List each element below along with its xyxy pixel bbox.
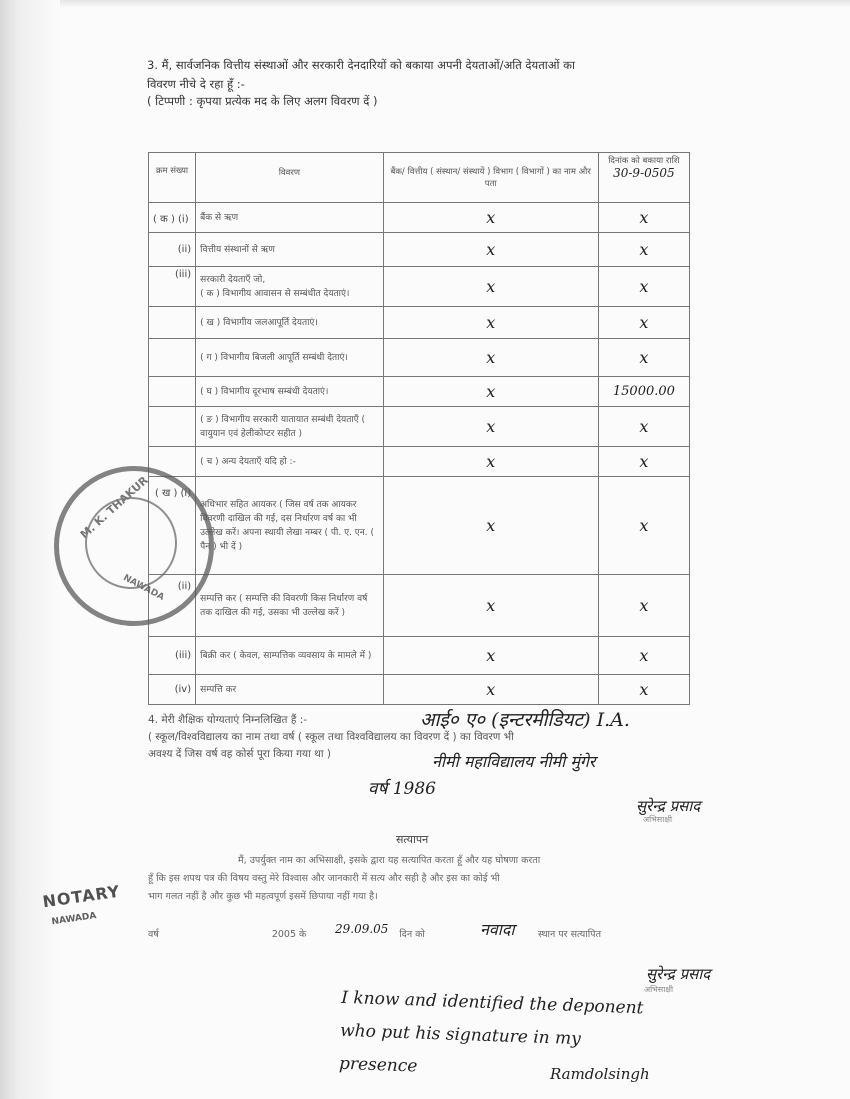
verification-line3: भाग गलत नहीं है और कुछ भी महत्वपूर्ण इसमें छिपाया नहीं गया है। — [148, 891, 378, 902]
row-sno — [149, 339, 196, 377]
page-top-edge — [60, 0, 850, 8]
row-bank: x — [383, 339, 598, 377]
row-detail: बैंक से ऋण — [196, 203, 384, 233]
row-detail: सम्पत्ति कर ( सम्पत्ति की विवरणी किस निर्धारण वर्ष तक दाखिल की गई, उसका भी उल्लेख करें ) — [196, 575, 384, 637]
handwritten-date: 29.09.05 — [335, 922, 389, 936]
date-mid: 2005 के — [271, 929, 307, 940]
verification-title: सत्यापन — [396, 833, 429, 846]
header-bank: बैंक/ वित्तीय ( संस्थान/ संस्थायें ) विभाग ( विभागों ) का नाम और पता — [383, 153, 598, 203]
row-amount: x — [598, 447, 689, 477]
verification-date-line — [148, 927, 693, 940]
handwritten-qualification: आई० ए० (इन्टरमीडियट) I.A. — [420, 709, 630, 731]
row-detail: ( ग ) विभागीय बिजली आपूर्ति सम्बंधी देताएं। — [196, 339, 384, 377]
row-amount: x — [598, 307, 689, 339]
row-bank: x — [383, 675, 598, 705]
notary-signature: Ramdolsingh — [550, 1065, 650, 1083]
row-detail: वित्तीय संस्थानों से ऋण — [196, 233, 384, 267]
verification-line1: मैं, उपर्युक्त नाम का अभिसाक्षी, इसके द्वारा यह सत्यापित करता हूँ और यह घोषणा करता — [238, 855, 541, 866]
table-row — [149, 447, 690, 477]
notary-round-seal — [54, 466, 214, 626]
seal-name: M. K. THAKUR — [77, 473, 151, 542]
table-row — [149, 339, 690, 377]
row-detail — [196, 267, 384, 307]
row-bank: x — [383, 477, 598, 575]
date-din: दिन को — [399, 929, 425, 940]
section-3 — [147, 56, 707, 111]
table-row — [149, 407, 690, 447]
row-detail: सम्पत्ति कर — [196, 675, 384, 705]
attestation-line2: who put his signature in my — [339, 1020, 582, 1050]
row-amount: x — [598, 339, 689, 377]
date-prefix: वर्ष — [148, 929, 159, 940]
table-row — [149, 477, 690, 575]
table-row — [149, 637, 690, 675]
row-detail: ( ङ ) विभागीय सरकारी यातायात सम्बंधी देयताएँ ( वायुयान एवं हेलीकोप्टर सहीत ) — [196, 407, 384, 447]
handwritten-college: नीमी महाविद्यालय नीमी मुंगेर — [432, 752, 596, 771]
section-3-line1: 3. मैं, सार्वजनिक वित्तीय संस्थाओं और सरकारी देनदारियों को बकाया अपनी देयताओं/अति देयताओं का — [147, 58, 575, 72]
row-sno: (ii) — [149, 233, 196, 267]
row-bank: x — [383, 637, 598, 675]
section-4-line2: ( स्कूल/विश्वविद्यालय का नाम तथा वर्ष ( स्कूल तथा विश्वविद्यालय का विवरण दें ) का विवरण भी — [148, 731, 514, 743]
row-amount: x — [598, 267, 689, 307]
handwritten-place: नवादा — [480, 920, 515, 939]
row-detail: ( ख ) विभागीय जलआपूर्ति देयताएं। — [196, 307, 384, 339]
header-amount-date: 30-9-0505 — [613, 166, 675, 180]
table-header-row — [149, 153, 690, 203]
row-bank: x — [383, 203, 598, 233]
signature-label: अभिसाक्षी — [643, 815, 673, 824]
table-row — [149, 575, 690, 637]
row-detail: अधिभार सहित आयकर ( जिस वर्ष तक आयकर विवरणी दाखिल की गई, दस निर्धारण वर्ष का भी उल्लेख करें। अपना स्थायी लेखा नम्बर ( पी. ए. एन. ( पैन ) भी दें ) — [196, 477, 384, 575]
row-sno: (iii) — [149, 267, 196, 307]
row-detail: ( च ) अन्य देयताएँ यदि हो :- — [196, 447, 384, 477]
attestation-line3: presence — [338, 1053, 418, 1077]
table-row — [149, 377, 690, 407]
row-amount: x — [598, 407, 689, 447]
row-sno: (iii) — [149, 637, 196, 675]
row-amount: x — [598, 203, 689, 233]
row-bank: x — [383, 267, 598, 307]
notary-word: NOTARY — [41, 881, 122, 912]
place-suffix: स्थान पर सत्यापित — [537, 929, 601, 940]
row-detail: बिक्री कर ( केवल, साम्पत्तिक व्यवसाय के मामले में ) — [196, 637, 384, 675]
row-amount: 15000.00 — [598, 377, 689, 407]
header-amount-label: दिनांक को बकाया राशि — [608, 156, 680, 166]
row-amount: x — [598, 637, 689, 675]
verification-line2: हूँ कि इस शपथ पत्र की विषय वस्तु मेरे विश्वास और जानकारी में सत्य और सही है और इस का कोई भी — [148, 873, 500, 884]
section-4-line1: 4. मेरी शैक्षिक योग्यताएं निम्नलिखित हैं :- — [148, 714, 308, 726]
row-amount: x — [598, 575, 689, 637]
row-detail-line1: सरकारी देयताएँ जो, — [200, 274, 266, 285]
verification-body — [148, 852, 693, 906]
table-row — [149, 203, 690, 233]
deponent-signature-2: सुरेन्द्र प्रसाद — [646, 965, 711, 983]
table-row — [149, 267, 690, 307]
row-sno: (iv) — [149, 675, 196, 705]
row-sno — [149, 407, 196, 447]
row-sno: ( ख ) (i) — [149, 477, 196, 575]
row-bank: x — [383, 407, 598, 447]
row-bank: x — [383, 233, 598, 267]
row-detail: ( घ ) विभागीय दूरभाष सम्बंधी देयताएं। — [196, 377, 384, 407]
signature-label-2: अभिसाक्षी — [644, 985, 674, 994]
deponent-signature: सुरेन्द्र प्रसाद — [636, 797, 701, 815]
row-bank: x — [383, 307, 598, 339]
row-amount: x — [598, 477, 689, 575]
header-amount — [598, 153, 689, 203]
section-3-line2: विवरण नीचे दे रहा हूँ :- — [147, 77, 245, 91]
row-sno — [149, 377, 196, 407]
handwritten-year: वर्ष 1986 — [368, 779, 436, 799]
row-amount: x — [598, 675, 689, 705]
notary-place: NAWADA — [51, 911, 98, 928]
table-row — [149, 675, 690, 705]
liabilities-table — [148, 152, 690, 705]
notary-stamp — [33, 843, 144, 942]
row-bank: x — [383, 575, 598, 637]
row-sno: ( क ) (i) — [149, 203, 196, 233]
row-detail-line2: ( क ) विभागीय आवासन से सम्बंधीत देयताएं। — [200, 288, 350, 299]
header-sno: क्रम संख्या — [149, 153, 196, 203]
section-3-note: ( टिप्पणी : कृपया प्रत्येक मद के लिए अलग विवरण दें ) — [147, 94, 378, 108]
row-sno — [149, 307, 196, 339]
row-amount: x — [598, 233, 689, 267]
row-sno: (ii) — [149, 575, 196, 637]
row-bank: x — [383, 377, 598, 407]
row-bank: x — [383, 447, 598, 477]
attestation-line1: I know and identified the deponent — [340, 987, 644, 1019]
table-row — [149, 233, 690, 267]
seal-place: NAWADA — [121, 573, 166, 603]
section-4-line3: अवश्य दें जिस वर्ष वह कोर्स पूरा किया गया था ) — [148, 748, 331, 760]
table-row — [149, 307, 690, 339]
header-detail: विवरण — [196, 153, 384, 203]
